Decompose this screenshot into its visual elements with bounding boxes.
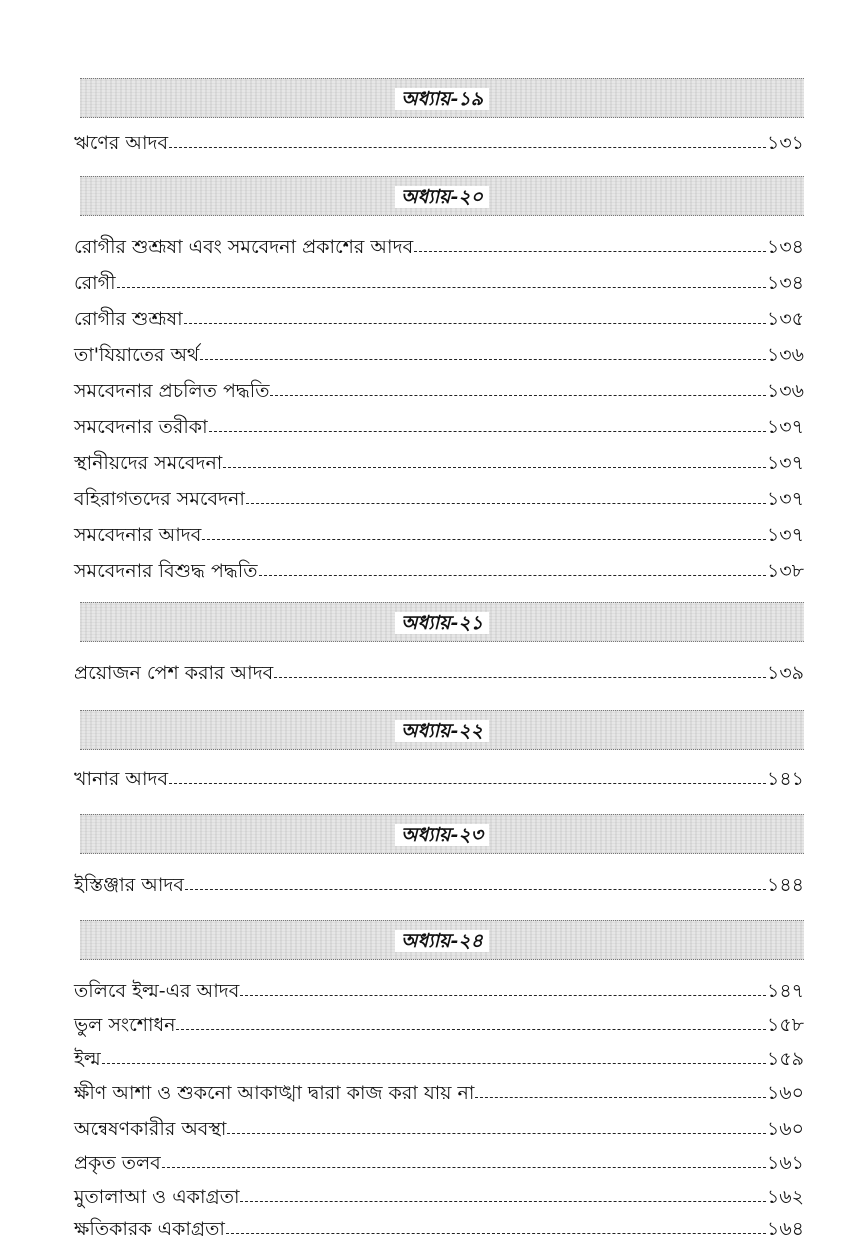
chapter-header [80,602,804,642]
entry-title: স্থানীয়দের সমবেদনা [74,452,223,474]
dot-leader [240,995,766,996]
chapter-title: অধ্যায়-২২ [395,720,489,742]
dot-leader [274,677,766,678]
entry-title: খানার আদব [74,768,169,790]
toc-entry [74,406,804,440]
chapter-header [80,78,804,118]
chapter-header [80,920,804,960]
toc-entry [74,1208,804,1242]
entry-title: সমবেদনার প্রচলিত পদ্ধতি [74,380,270,402]
entry-title: সমবেদনার বিশুদ্ধ পদ্ধতি [74,560,258,582]
entry-title: ঋণের আদব [74,132,169,154]
chapter-title: অধ্যায়-২৩ [395,824,489,846]
entry-title: ইস্তিঞ্জার আদব [74,874,184,896]
page-number: ১৩৪ [766,272,804,294]
dot-leader [246,503,766,504]
page-number: ১৩৯ [766,662,804,684]
entry-title: ক্ষীণ আশা ও শুকনো আকাঙ্খা দ্বারা কাজ করা যায় না [74,1082,475,1104]
toc-entry [74,334,804,368]
dot-leader [202,539,766,540]
page-number: ১৩৮ [766,560,804,582]
toc-entry [74,1004,804,1038]
chapter-header [80,710,804,750]
toc-entry [74,970,804,1004]
entry-title: তলিবে ইল্ম-এর আদব [74,980,240,1002]
entry-title: বহিরাগতদের সমবেদনা [74,488,245,510]
dot-leader [414,251,766,252]
page-number: ১৫৮ [767,1014,804,1036]
page-number: ১৩৫ [766,308,804,330]
dot-leader [209,431,766,432]
toc-entry [74,652,804,686]
toc-entry [74,478,804,512]
page-number: ১৪৭ [766,980,804,1002]
page-number: ১৩৪ [766,236,804,258]
toc-entry [74,864,804,898]
toc-entry [74,226,804,260]
page-number: ১৩৬ [766,344,804,366]
toc-entry [74,298,804,332]
dot-leader [227,1133,766,1134]
page-number: ১৩৭ [766,488,804,510]
page-number: ১৬০ [766,1118,804,1140]
page-number: ১৩৬ [766,380,804,402]
dot-leader [259,575,766,576]
page-number: ১৪৪ [767,874,804,896]
page-number: ১৬১ [766,1152,804,1174]
toc-entry [74,1108,804,1142]
entry-title: সমবেদনার তরীকা [74,416,208,438]
page-number: ১৫৯ [767,1048,804,1070]
page-number: ১৪১ [767,768,804,790]
toc-entry [74,550,804,584]
entry-title: ইল্ম [74,1048,101,1070]
chapter-title: অধ্যায়-২৪ [395,930,489,952]
dot-leader [226,1233,766,1234]
dot-leader [184,323,766,324]
page-number: ১৩৭ [766,416,804,438]
toc-entry [74,1072,804,1106]
dot-leader [200,359,766,360]
dot-leader [117,287,766,288]
entry-title: প্রয়োজন পেশ করার আদব [74,662,274,684]
dot-leader [223,467,766,468]
toc-entry [74,370,804,404]
toc-entry [74,442,804,476]
entry-title: মুতালাআ ও একাগ্রতা [74,1186,240,1208]
entry-title: সমবেদনার আদব [74,524,202,546]
dot-leader [162,1167,766,1168]
page-number: ১৩৭ [766,452,804,474]
toc-entry [74,758,804,792]
page-number: ১৩১ [766,132,804,154]
dot-leader [102,1063,766,1064]
page-number: ১৬২ [766,1186,804,1208]
toc-entry [74,122,804,156]
chapter-title: অধ্যায়-২১ [395,612,489,634]
toc-entry [74,1038,804,1072]
toc-entry [74,262,804,296]
entry-title: ভুল সংশোধন [74,1014,176,1036]
dot-leader [240,1201,765,1202]
entry-title: তা'যিয়াতের অর্থ [74,344,200,366]
entry-title: রোগীর শুশ্রূষা এবং সমবেদনা প্রকাশের আদব [74,236,414,258]
dot-leader [169,783,766,784]
chapter-title: অধ্যায়-২০ [395,186,489,208]
dot-leader [475,1097,766,1098]
entry-title: প্রকৃত তলব [74,1152,161,1174]
dot-leader [185,889,766,890]
entry-title: রোগীর শুশ্রূষা [74,308,183,330]
entry-title: ক্ষতিকারক একাগ্রতা [74,1218,225,1240]
page-number: ১৩৭ [766,524,804,546]
toc-entry [74,1142,804,1176]
page-number: ১৬০ [766,1082,804,1104]
dot-leader [176,1029,766,1030]
page-number: ১৬৪ [766,1218,804,1240]
entry-title: অন্বেষণকারীর অবস্থা [74,1118,227,1140]
chapter-header [80,176,804,216]
dot-leader [169,147,766,148]
entry-title: রোগী [74,272,116,294]
chapter-header [80,814,804,854]
toc-entry [74,514,804,548]
dot-leader [270,395,765,396]
chapter-title: অধ্যায়-১৯ [395,88,489,110]
toc-entry [74,1176,804,1210]
